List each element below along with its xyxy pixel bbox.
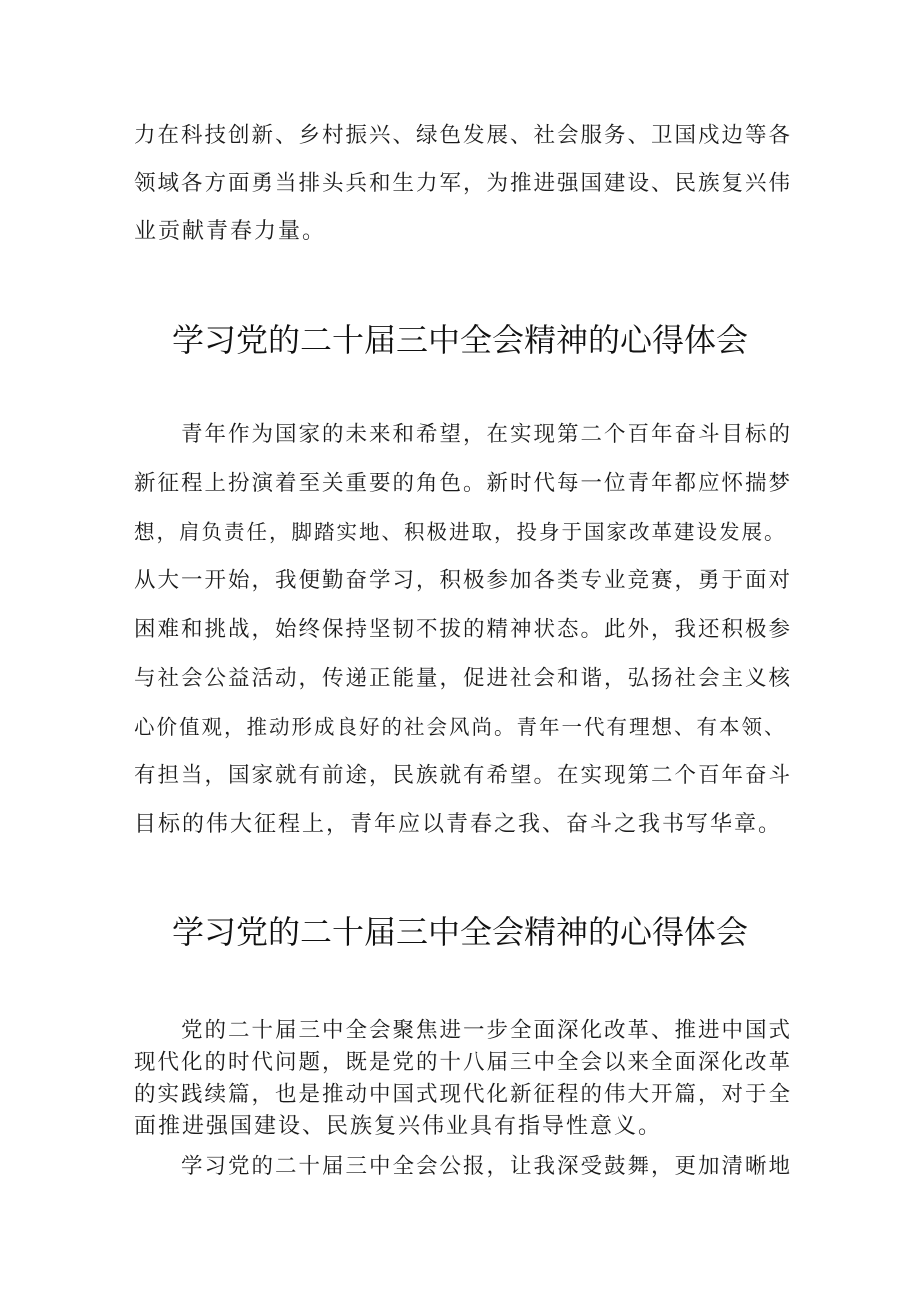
paragraph-line: 目标的伟大征程上，青年应以青春之我、奋斗之我书写华章。: [134, 811, 783, 837]
paragraph-line: 的实践续篇，也是推动中国式现代化新征程的伟大开篇，对于全: [134, 1082, 793, 1107]
paragraph-line: 现代化的时代问题，既是党的十八届三中全会以来全面深化改革: [134, 1050, 793, 1075]
paragraph-line: 从大一开始，我便勤奋学习，积极参加各类专业竞赛，勇于面对: [134, 568, 793, 594]
paragraph-line: 业贡献青春力量。: [134, 219, 327, 244]
paragraph-line: 领域各方面勇当排头兵和生力军，为推进强国建设、民族复兴伟: [134, 171, 793, 196]
paragraph-line: 与社会公益活动，传递正能量，促进社会和谐，弘扬社会主义核: [134, 665, 793, 691]
paragraph-line: 力在科技创新、乡村振兴、绿色发展、社会服务、卫国戍边等各: [134, 123, 793, 148]
paragraph-line: 困难和挑战，始终保持坚韧不拔的精神状态。此外，我还积极参: [134, 616, 793, 642]
body-paragraph-2: [134, 411, 794, 849]
paragraph-line: 青年作为国家的未来和希望，在实现第二个百年奋斗目标的: [134, 422, 793, 447]
body-paragraph-4: [134, 1151, 794, 1183]
section-heading-2: 学习党的二十届三中全会精神的心得体会: [171, 913, 748, 951]
body-paragraph-1: [134, 112, 794, 256]
paragraph-line: 党的二十届三中全会聚焦进一步全面深化改革、推进中国式: [134, 1018, 793, 1043]
section-heading-1: 学习党的二十届三中全会精神的心得体会: [171, 321, 748, 359]
paragraph-line: 面推进强国建设、民族复兴伟业具有指导性意义。: [134, 1114, 663, 1139]
paragraph-line: 心价值观，推动形成良好的社会风尚。青年一代有理想、有本领、: [134, 715, 787, 740]
paragraph-line: 学习党的二十届三中全会公报，让我深受鼓舞，更加清晰地: [134, 1154, 793, 1179]
body-paragraph-3: [134, 1015, 794, 1143]
paragraph-line: 想，肩负责任，脚踏实地、积极进取，投身于国家改革建设发展。: [134, 520, 787, 545]
paragraph-line: 有担当，国家就有前途，民族就有希望。在实现第二个百年奋斗: [134, 762, 793, 788]
paragraph-line: 新征程上扮演着至关重要的角色。新时代每一位青年都应怀揣梦: [134, 470, 793, 496]
